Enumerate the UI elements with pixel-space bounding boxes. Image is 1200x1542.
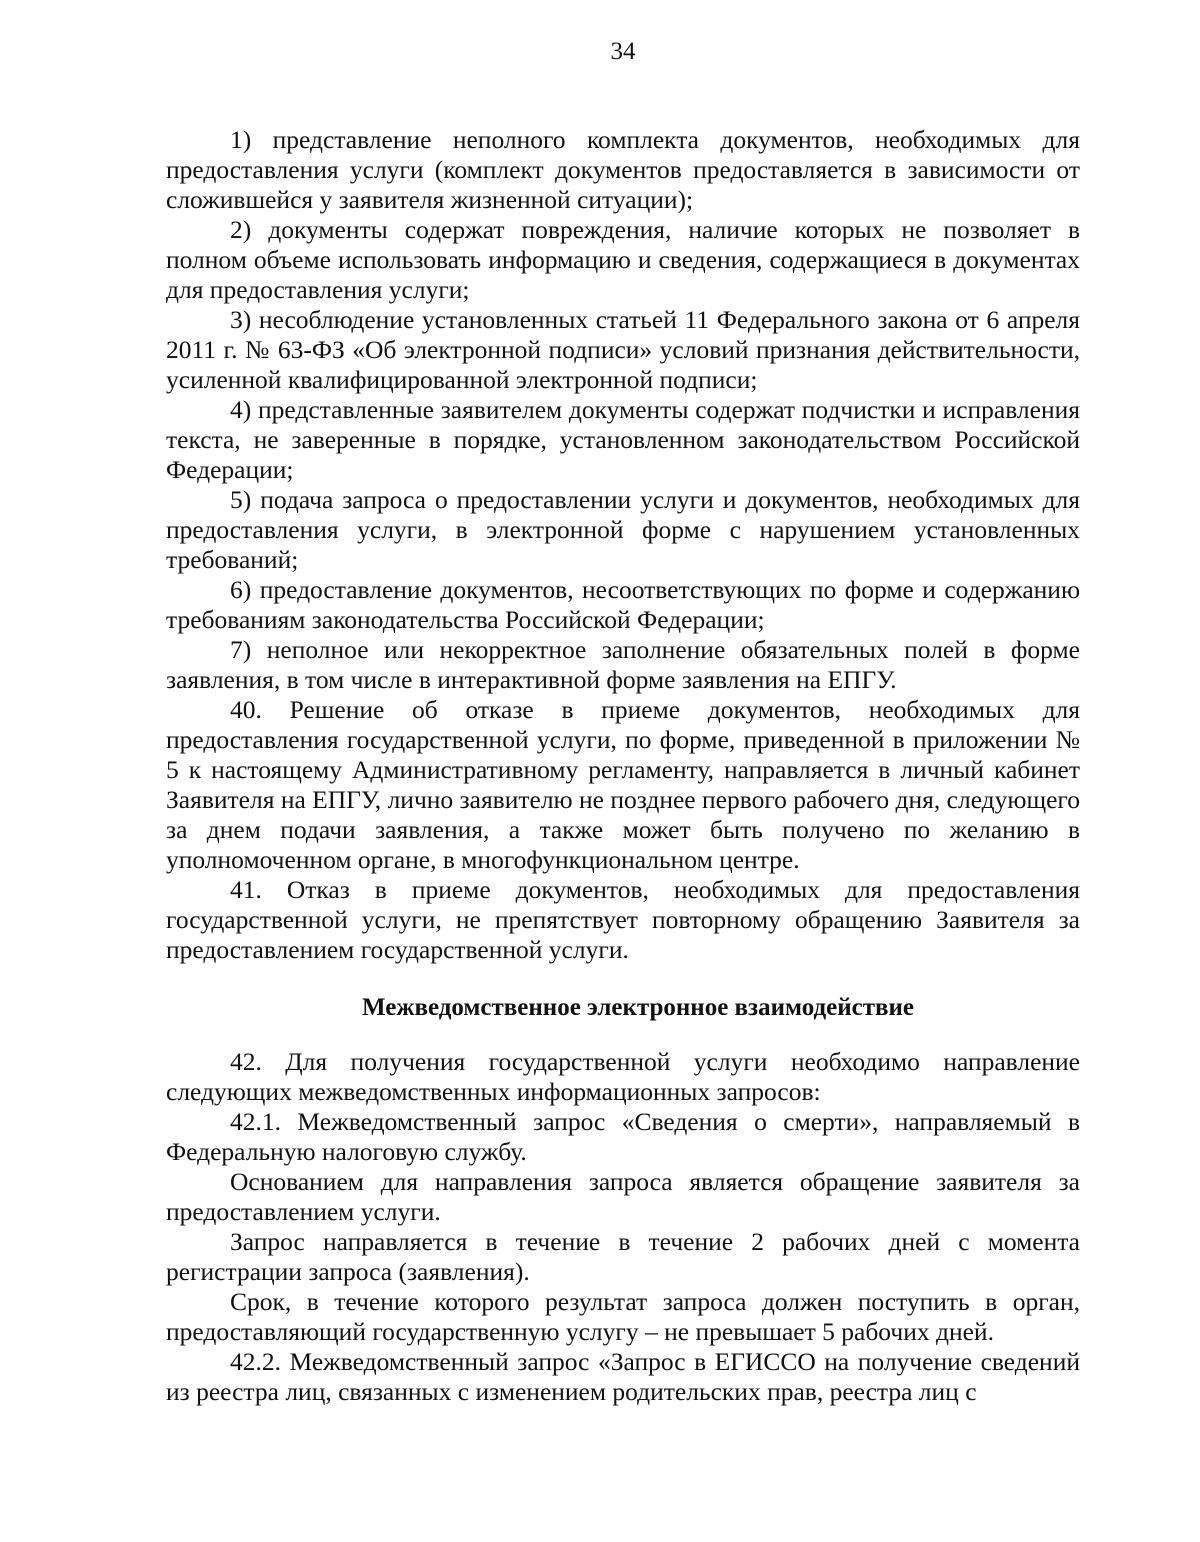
paragraph-41: 41. Отказ в приеме документов, необходимых для предоставления государственной услуги, не препятствует повторному обращению Заявителя за предоставлением государственной услуги. (166, 875, 1080, 964)
paragraph-item-5: 5) подача запроса о предоставлении услуги и документов, необходимых для предоставления услуги, в электронной форме с нарушением установленных требований; (166, 485, 1080, 574)
paragraph-basis: Основанием для направления запроса является обращение заявителя за предоставлением услуги. (166, 1167, 1080, 1226)
paragraph-item-6: 6) предоставление документов, несоответствующих по форме и содержанию требованиям законодательства Российской Федерации; (166, 575, 1080, 634)
paragraph-item-7: 7) неполное или некорректное заполнение обязательных полей в форме заявления, в том числе в интерактивной форме заявления на ЕПГУ. (166, 635, 1080, 694)
paragraph-42: 42. Для получения государственной услуги необходимо направление следующих межведомственных информационных запросов: (166, 1047, 1080, 1106)
paragraph-40: 40. Решение об отказе в приеме документов, необходимых для предоставления государственной услуги, по форме, приведенной в приложении № 5 к настоящему Административному регламенту, направляется в личный кабинет Заявителя на ЕПГУ, лично заявителю не позднее первого рабочего дня, следующего за днем подачи заявления, а также может быть получено по желанию в уполномоченном органе, в многофункциональном центре. (166, 695, 1080, 874)
section-heading: Межведомственное электронное взаимодействие (361, 994, 915, 1021)
paragraph-42-1: 42.1. Межведомственный запрос «Сведения о смерти», направляемый в Федеральную налоговую службу. (166, 1107, 1080, 1166)
paragraph-42-2: 42.2. Межведомственный запрос «Запрос в ЕГИССО на получение сведений из реестра лиц, связанных с изменением родительских прав, реестра лиц с (166, 1347, 1080, 1406)
paragraph-item-1: 1) представление неполного комплекта документов, необходимых для предоставления услуги (комплект документов предоставляется в зависимости от сложившейся у заявителя жизненной ситуации); (166, 125, 1080, 214)
paragraph-item-3: 3) несоблюдение установленных статьей 11 Федерального закона от 6 апреля 2011 г. № 63-ФЗ «Об электронной подписи» условий признания действительности, усиленной квалифицированной электронной подписи; (166, 305, 1080, 394)
paragraph-request-timing: Запрос направляется в течение в течение 2 рабочих дней с момента регистрации запроса (заявления). (166, 1227, 1080, 1286)
paragraph-response-deadline: Срок, в течение которого результат запроса должен поступить в орган, предоставляющий государственную услугу – не превышает 5 рабочих дней. (166, 1287, 1080, 1346)
paragraph-item-4: 4) представленные заявителем документы содержат подчистки и исправления текста, не заверенные в порядке, установленном законодательством Российской Федерации; (166, 395, 1080, 484)
page-number: 34 (610, 38, 636, 65)
paragraph-item-2: 2) документы содержат повреждения, наличие которых не позволяет в полном объеме использовать информацию и сведения, содержащиеся в документах для предоставления услуги; (166, 215, 1080, 304)
document-body (166, 125, 1080, 1407)
